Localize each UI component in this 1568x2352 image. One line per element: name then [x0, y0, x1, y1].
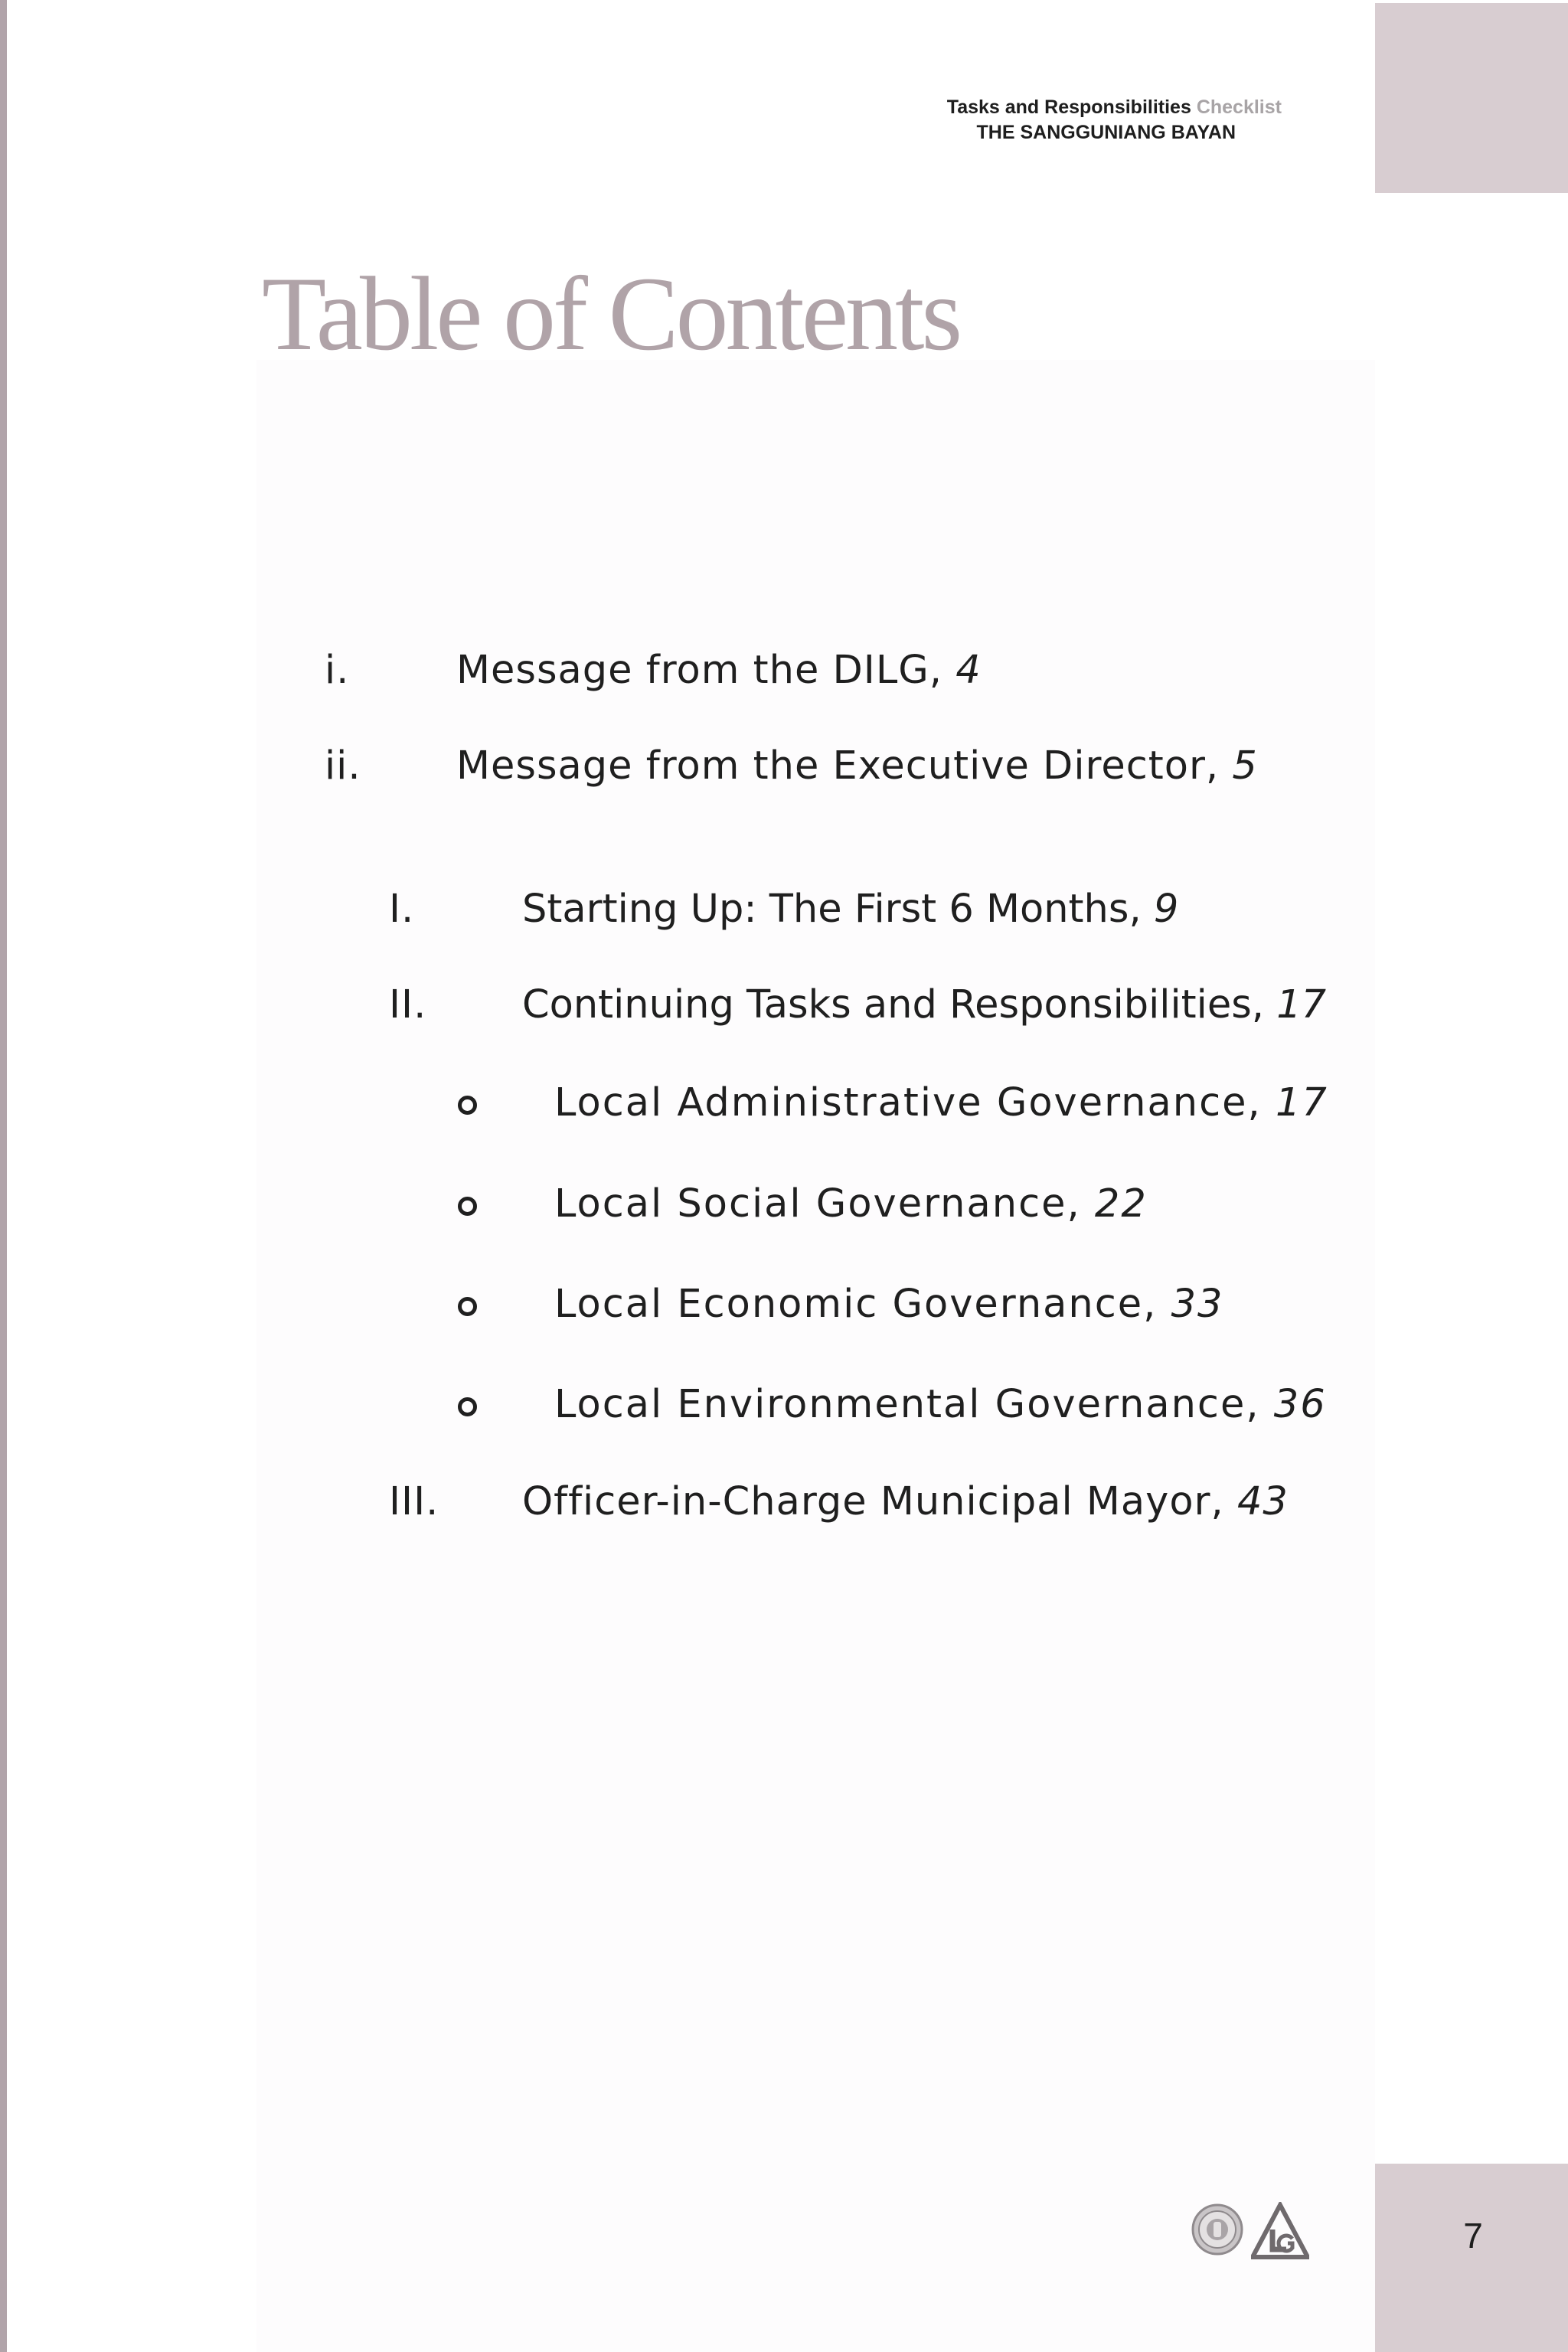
toc-entry-label-wrap	[554, 1181, 1148, 1227]
toc-entry-label-wrap	[522, 887, 1178, 933]
header-line-1	[947, 95, 1282, 120]
header-checklist: Checklist	[1196, 96, 1282, 118]
toc-entry-label-wrap	[456, 648, 982, 694]
toc-entry-page: 17	[1275, 1080, 1328, 1125]
toc-entry-label-wrap	[522, 982, 1326, 1028]
toc-entry-number: ii.	[325, 743, 361, 789]
toc-entry-label: Local Administrative Governance,	[554, 1080, 1262, 1125]
toc-entry-label: Local Environmental Governance,	[554, 1382, 1260, 1427]
toc-entry-label-wrap	[456, 743, 1258, 789]
left-edge-bar	[0, 0, 7, 2352]
toc-entry-page: 17	[1276, 982, 1327, 1027]
toc-entry-page: 9	[1153, 887, 1179, 932]
toc-entry-page: 22	[1094, 1181, 1148, 1227]
bullet-circle-icon	[458, 1197, 477, 1216]
toc-entry-page: 43	[1236, 1479, 1289, 1524]
bottom-corner-block	[1375, 2164, 1568, 2352]
toc-entry-label: Starting Up: The First 6 Months,	[522, 887, 1142, 932]
lga-logo-icon	[1251, 2202, 1309, 2260]
running-header	[947, 95, 1282, 145]
bullet-circle-icon	[458, 1397, 477, 1416]
toc-entry-label-wrap	[522, 1479, 1289, 1525]
header-subtitle: THE SANGGUNIANG BAYAN	[976, 122, 1236, 143]
toc-entry-label-wrap	[554, 1282, 1224, 1328]
toc-entry-label-wrap	[554, 1080, 1328, 1126]
toc-entry-page: 33	[1171, 1282, 1224, 1327]
toc-entry-label: Local Economic Governance,	[554, 1282, 1158, 1327]
bullet-circle-icon	[458, 1096, 477, 1115]
toc-entry-page: 36	[1273, 1382, 1327, 1427]
toc-entry-label: Message from the Executive Director,	[456, 743, 1220, 789]
header-title: Tasks and Responsibilities	[946, 96, 1191, 118]
toc-entry-page: 4	[956, 648, 982, 693]
toc-entry-label: Message from the DILG,	[456, 648, 942, 693]
toc-entry-label-wrap	[554, 1382, 1327, 1428]
footer-logos	[1191, 2202, 1311, 2260]
dilg-seal-icon	[1191, 2203, 1243, 2256]
toc-entry-number: I.	[389, 887, 415, 932]
toc-entry-label: Local Social Governance,	[554, 1181, 1081, 1227]
page-number: 7	[1463, 2216, 1483, 2256]
top-corner-block	[1375, 3, 1568, 193]
toc-entry-number: II.	[389, 982, 427, 1027]
toc-entry-number: i.	[325, 648, 350, 693]
bullet-circle-icon	[458, 1297, 477, 1316]
toc-entry-page: 5	[1232, 743, 1258, 789]
toc-entry-label: Officer-in-Charge Municipal Mayor,	[522, 1479, 1224, 1524]
page-title: Table of Contents	[262, 255, 960, 372]
toc-entry-number: III.	[389, 1479, 439, 1524]
toc-entry-label: Continuing Tasks and Responsibilities,	[522, 982, 1264, 1027]
